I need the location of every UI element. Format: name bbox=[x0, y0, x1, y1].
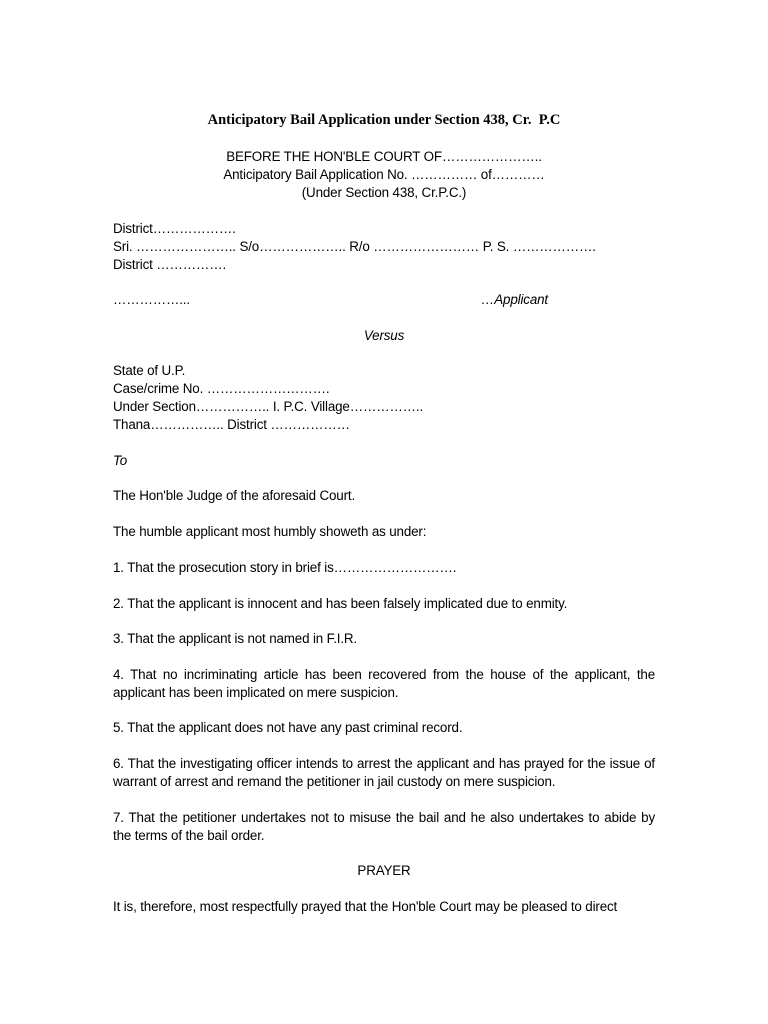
respondent-under-section: Under Section…………….. I. P.C. Village…………….. bbox=[113, 399, 424, 414]
case-crime-number: Case/crime No. ………………………. bbox=[113, 381, 330, 396]
applicant-sri-line: Sri. ………………….. S/o……………….. R/o …………………… P. S. ………………. bbox=[113, 239, 596, 254]
respondent-thana: Thana…………….. District ……………… bbox=[113, 417, 350, 432]
paragraph-3: 3. That the applicant is not named in F.I.R. bbox=[113, 631, 357, 646]
applicant-row bbox=[113, 291, 655, 309]
applicant-district-line-2: District ……………. bbox=[113, 257, 227, 272]
paragraph-1: 1. That the prosecution story in brief is………………………. bbox=[113, 560, 457, 575]
application-number: Anticipatory Bail Application No. …………… of………… bbox=[223, 167, 545, 182]
under-section-heading: (Under Section 438, Cr.P.C.) bbox=[301, 185, 467, 200]
paragraph-6: 6. That the investigating officer intends to arrest the applicant and has prayed for the issue of warrant of arrest and remand the petitioner in jail custody on mere suspicion. bbox=[113, 756, 655, 789]
versus-heading: Versus bbox=[363, 328, 405, 343]
paragraph-4: 4. That no incriminating article has been recovered from the house of the applicant, the applicant has been implicated on mere suspicion. bbox=[113, 667, 655, 700]
to-label: To bbox=[113, 453, 128, 468]
intro-text: The humble applicant most humbly showeth as under: bbox=[113, 524, 427, 539]
applicant-district-line: District………………. bbox=[113, 221, 236, 236]
document-title: Anticipatory Bail Application under Section 438, Cr. P.C bbox=[207, 112, 561, 128]
applicant-name-blank: ……………... bbox=[113, 292, 190, 307]
paragraph-2: 2. That the applicant is innocent and has been falsely implicated due to enmity. bbox=[113, 596, 568, 611]
paragraph-5: 5. That the applicant does not have any past criminal record. bbox=[113, 720, 463, 735]
prayer-text: It is, therefore, most respectfully prayed that the Hon'ble Court may be pleased to direct bbox=[113, 899, 618, 914]
respondent-state: State of U.P. bbox=[113, 363, 186, 378]
court-heading: BEFORE THE HON'BLE COURT OF………………….. bbox=[226, 149, 542, 164]
paragraph-7: 7. That the petitioner undertakes not to misuse the bail and he also undertakes to abide by the terms of the bail order. bbox=[113, 810, 655, 843]
applicant-label: …Applicant bbox=[481, 292, 548, 307]
prayer-heading: PRAYER bbox=[357, 863, 411, 878]
addressee: The Hon'ble Judge of the aforesaid Court. bbox=[113, 488, 356, 503]
